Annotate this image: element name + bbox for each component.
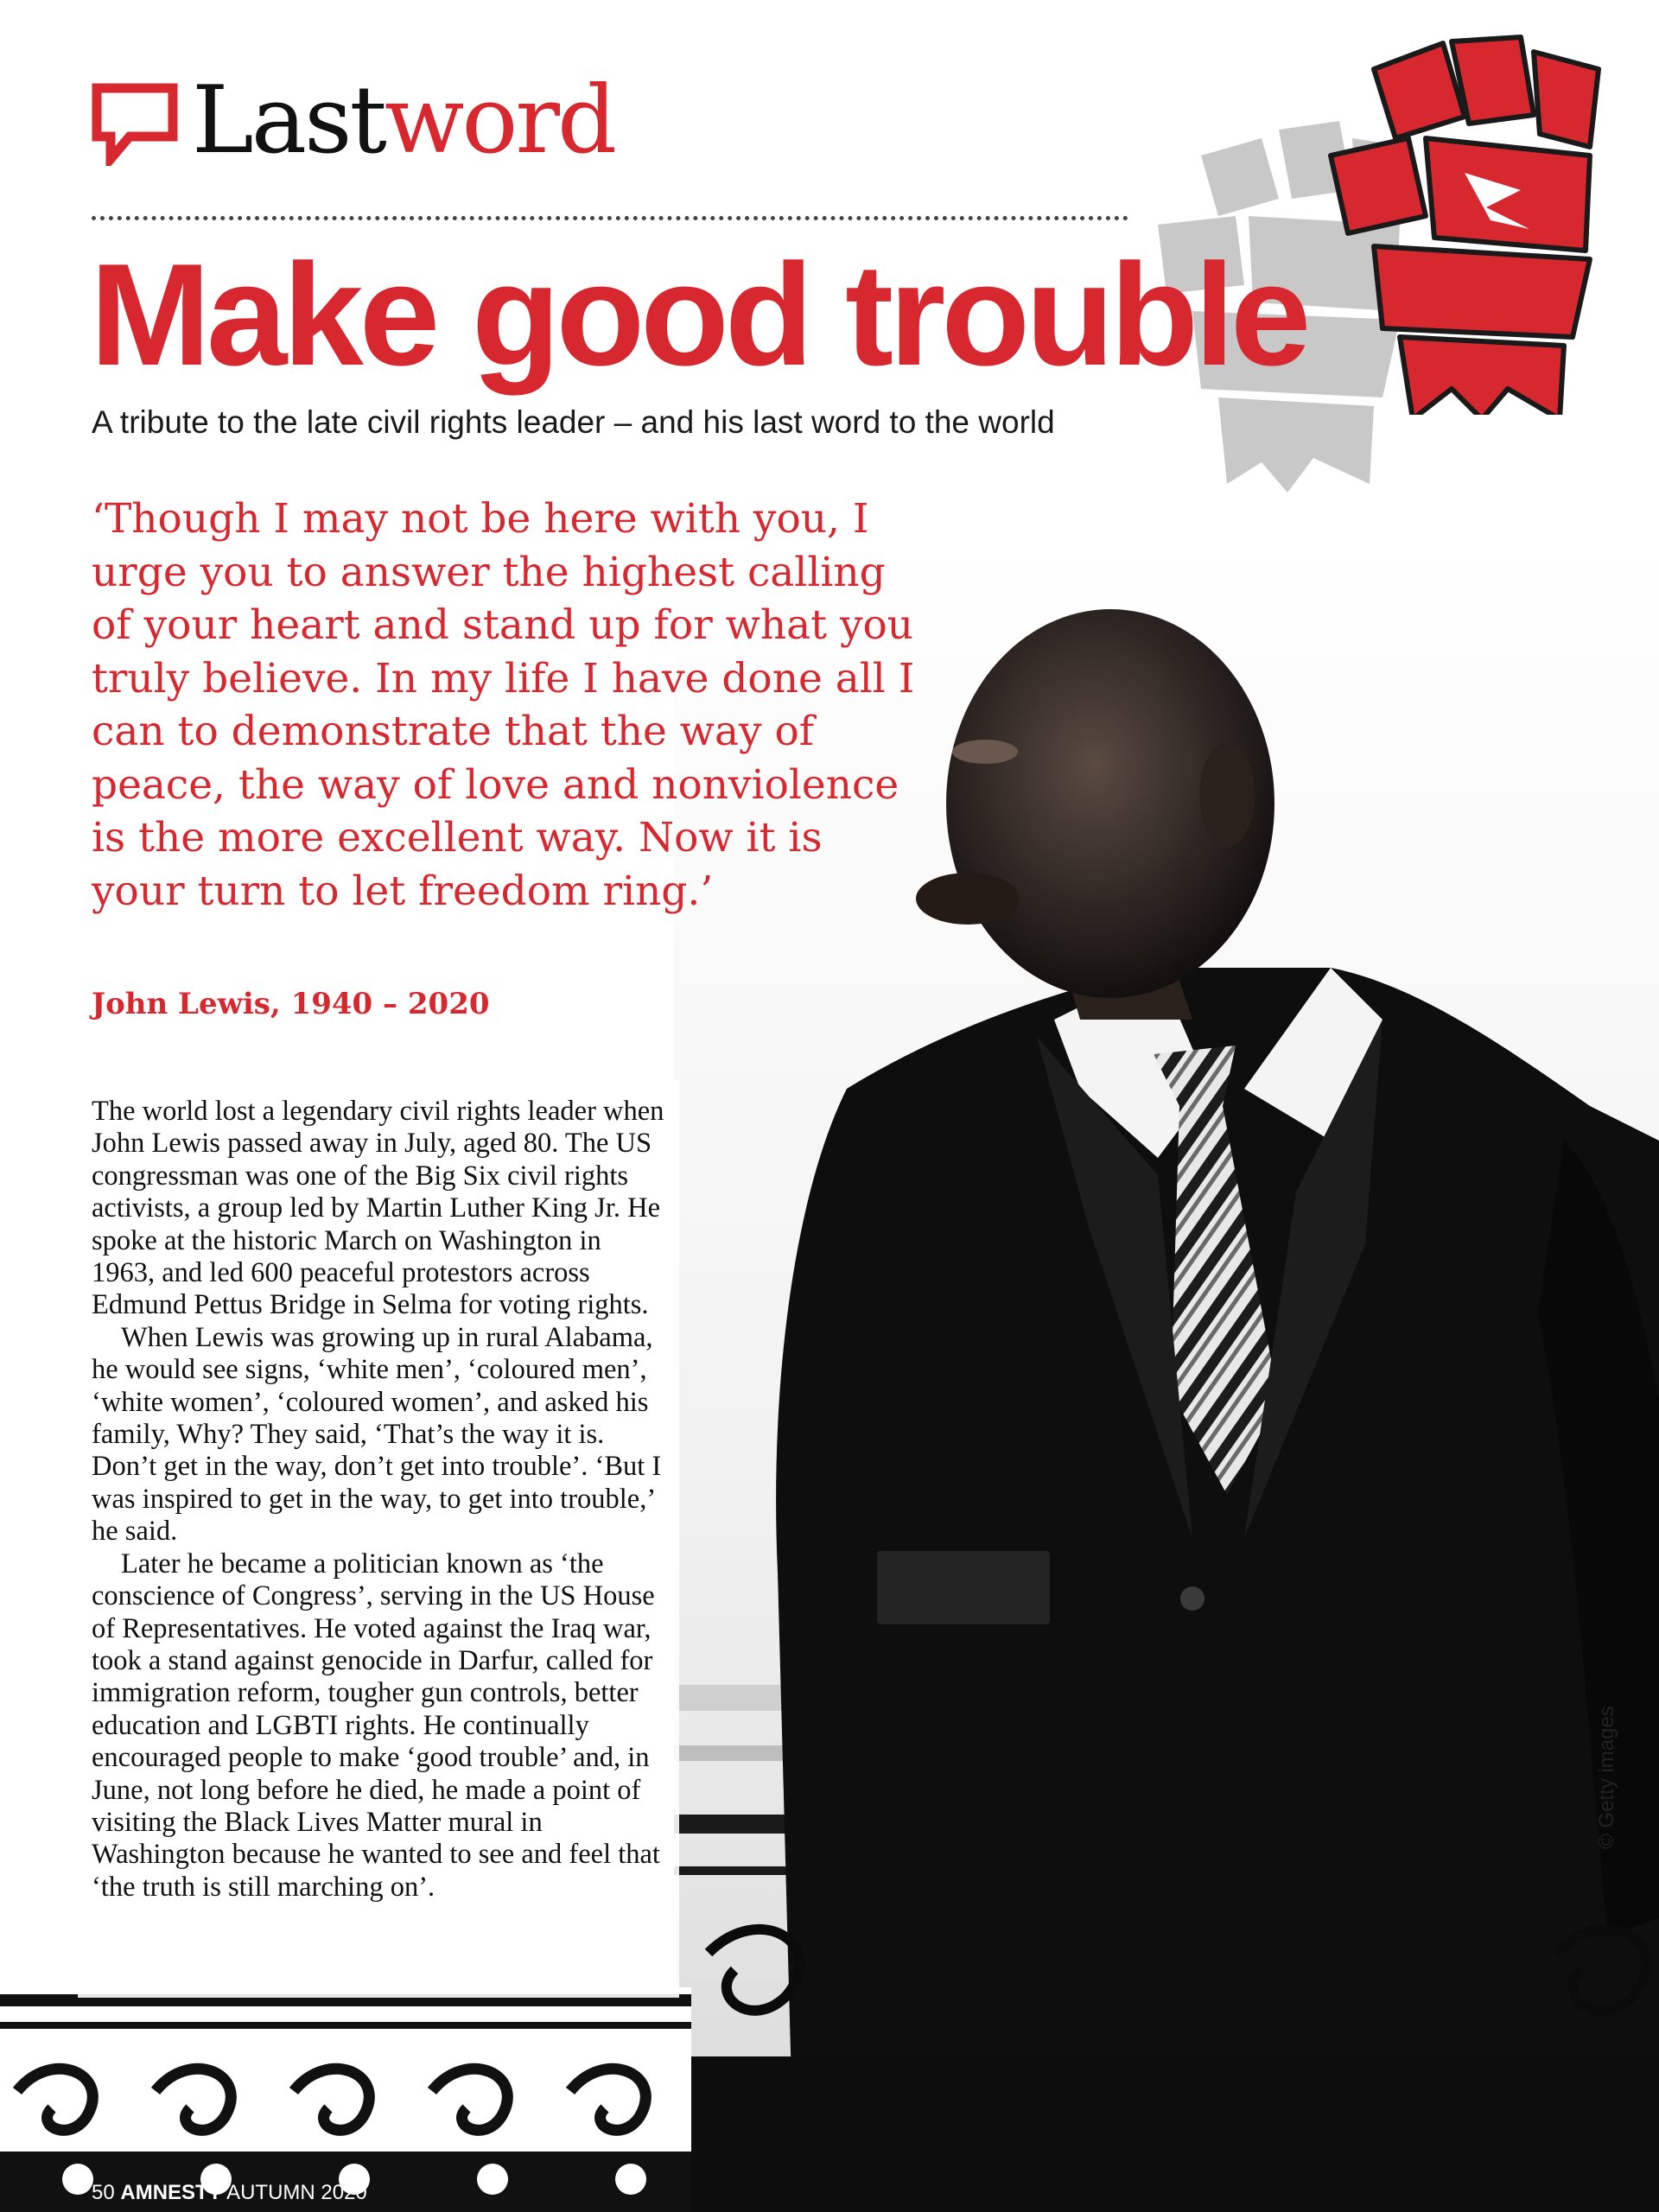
folio <box>92 2181 367 2205</box>
speech-bubble-icon <box>92 83 178 166</box>
photo-credit: © Getty images <box>1595 1706 1618 1849</box>
quote-attribution: John Lewis, 1940 – 2020 <box>92 987 490 1021</box>
railing-decoration <box>0 1987 691 2212</box>
raised-fist-icon <box>1313 35 1624 415</box>
body-paragraph: When Lewis was growing up in rural Alabama, he would see signs, ‘white men’, ‘coloured men’, ‘white women’, ‘coloured women’, and asked his family, Why? They said, ‘That’s the way it is. Don’t get in the way, don’t get into trouble’. ‘But I was inspired to get in the way, to get into trouble,’ he said. <box>92 1321 662 1548</box>
section-title <box>192 67 615 175</box>
issue-name: AUTUMN 2020 <box>226 2181 367 2204</box>
magazine-name: AMNESTY <box>120 2181 222 2204</box>
standfirst: A tribute to the late civil rights leader – and his last word to the world <box>92 404 1055 440</box>
body-paragraph: Later he became a politician known as ‘the conscience of Congress’, serving in the US House of Representatives. He voted against the Iraq war, took a stand against genocide in Darfur, called for immigration reform, tougher gun controls, better education and LGBTI rights. He continually encouraged people to make ‘good trouble’ and, in June, not long before he died, he made a point of visiting the Black Lives Matter mural in Washington because he wanted to see and feel that ‘the truth is still marching on’. <box>92 1548 660 1903</box>
headline: Make good trouble <box>90 233 1307 396</box>
section-title-word: word <box>384 67 615 175</box>
pull-quote: ‘Though I may not be here with you, I urge you to answer the highest calling of your heart and stand up for what you truly believe. In my life I have done all I can to demonstrate that the way of peace, the way of love and nonviolence is the more excellent way. Now it is your turn to let freedom ring.’ <box>92 495 915 915</box>
article-body <box>92 1096 671 1904</box>
page-number: 50 <box>92 2181 115 2204</box>
body-paragraph: The world lost a legendary civil rights leader when John Lewis passed away in July, aged 80. The US congressman was one of the Big Six civil rights activists, a group led by Martin Luther King Jr. He spoke at the historic March on Washington in 1963, and led 600 peaceful protestors across Edmund Pettus Bridge in Selma for voting rights. <box>92 1096 664 1321</box>
dotted-divider <box>92 216 1128 220</box>
section-title-last: Last <box>192 67 385 175</box>
